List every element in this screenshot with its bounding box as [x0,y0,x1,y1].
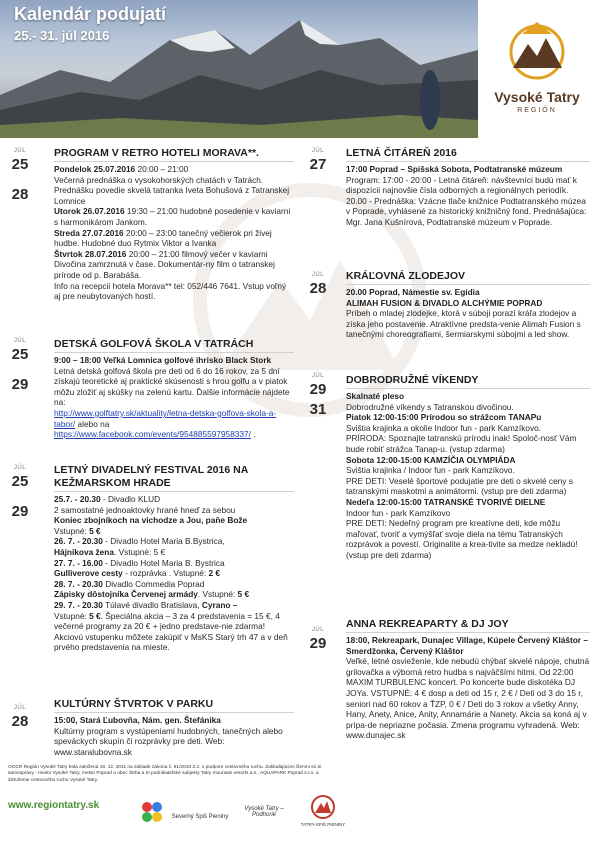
event-citaren [346,147,590,228]
day-start: 25 [11,473,29,490]
event-park [54,698,294,757]
page-title: Kalendár podujatí [14,4,167,24]
day-end: 29 [11,503,29,520]
event-title: KRÁĽOVNÁ ZLODEJOV [346,270,590,285]
event-body: Pondelok 25.07.2016 20:00 – 21:00 Večerná prednáška o vysokohorských chatách v Tatrách. Prednášku povedie skvelá tatranka Iveta Bohušová z Tatranskej Lomnice Utorok 26.07.2016 19:30 – 21:00 hudobné posedenie v kaviarni s harmonikárom Jankom. Streda 27.07.2016 20:00 – 23:00 tanečný večierok pri živej hudbe. Hudobné duo Rytmix Viktor a Ivanka Štvrtok 28.07.2016 20:00 – 21:00 filmový večer v kaviarni Divočina zamrznutá v čase. Dokumentár-ny film o tatranskej prírode od p. Barabáša. Info na recepcii hotela Morava** tel: 052/446 7641. Vstup voľný aj pre neubytovaných hostí. [54,164,291,302]
day-start: 29 [309,381,327,398]
event-body: 15:00, Stará Ľubovňa, Nám. gen. Štefánika Kultúrny program s vystúpeniami hudobných, tanečných alebo speváckych skupín či rozprávky pre deti. Web: www.staralubovna.sk [54,715,283,757]
logo-subtitle: REGIÓN [517,107,557,114]
month-label: JÚL [13,338,27,344]
event-golf [54,338,294,440]
event-dates [2,465,38,521]
event-zlodejov [346,270,590,340]
day-start: 28 [309,280,327,297]
event-dates [2,338,38,394]
partner-logo-tatry-spis: TATRY-SPIŠ PIENINY [300,822,346,827]
event-body: 18:00, Rekreapark, Dunajec Village, Kúpele Červený Kláštor – Smerdžonka, Červený Kláštor Veľké, letné osvieženie, kde nebudú chýbať skvelé nápoje, chutná grilovačka a výborná retro hudba s najväčšími hitmi. Od 22:00 MAXIM TURBULENC koncert. Po koncerte bude diskotéka DJ JOYa. VSTUPNÉ: 4 € dosp a deti od 15 r, 2 € / Deti od 3 do 15 r, seniori nad 60 rokov a ŤZP, 0 € / Deti do 3 rokov a všetky Anny, Hany, Anety, Anice, Anity, Annamárie a Nanety. Akcia sa koná aj v prípa-de nepriazne počasia. Zmena programu vyhradená. Web: www.dunajec.sk [346,635,590,741]
month-label: JÚL [311,373,325,379]
event-dates [2,148,38,204]
event-body: 9:00 – 18:00 Veľká Lomnica golfové ihrisko Black Stork Letná detská golfová škola pre deti od 6 do 16 rokov, za 5 dní získajú teoretické aj praktické skúsenosti s hrou golfu a v piatok môžu zložiť aj skúšky na zelenú kartu. Ďalšie informácie nájdete na: http://www.golftatry.sk/aktuality/letna-detska-golfova-skola-a-tabor/ alebo na https://www.facebook.com/events/954885597958337/ . [54,355,290,440]
logo-name: Vysoké Tatry [494,89,580,105]
month-label: JÚL [13,148,27,154]
golf-link[interactable]: http://www.golftatry.sk/aktuality/letna-detska-golfova-skola-a-tabor/ [54,407,277,429]
event-dates [2,705,38,731]
facebook-link[interactable]: https://www.facebook.com/events/954885597958337/ [54,429,251,440]
month-label: JÚL [311,272,325,278]
event-title: DETSKÁ GOLFOVÁ ŠKOLA V TATRÁCH [54,338,294,353]
event-rekreaparty [346,618,590,741]
day-start: 25 [11,346,29,363]
event-vikendy [346,374,590,561]
month-label: JÚL [13,465,27,471]
day-start: 28 [11,713,29,730]
event-title: DOBRODRUŽNÉ VÍKENDY [346,374,590,389]
day-end: 31 [309,401,327,418]
event-body: Skalnaté pleso Dobrodružné víkendy s Tatranskou divočinou. Piatok 12:00-15:00 Prírodou so strážcom TANAPu Svištia krajinka a okolie Indoor fun - park Kamzíkovo. PRÍRODA: Spoznajte tatranskú prírodu inak! Spoloč-nosť Vám bude robiť strážca Tanap-u. (vstup zdarma) Sobota 12:00-15:00 KAMZÍČIA OLYMPIÁDA Svištia krajinka / Indoor fun - park Kamzíkovo. PRE DETI: Veselé športové podujatie pre deti o skvelé ceny s tatranskými maskotmi a animátormi. (vstup pre deti zdarma) Nedeľa 12:00-15:00 TATRANSKÉ TVORIVÉ DIELNE Indoor fun - park Kamzíkovo PRE DETI: Nedeľný program pre kreatívne deti, kde môžu maľovať, tvoriť a vymýšľať svoje diela na tému Tatranských rozprávok a povestí. Originalite a krea-tivite sa medze nekladú! (vstup pre deti zdarma) [346,391,578,560]
partner-logos [140,792,350,832]
month-label: JÚL [311,627,325,633]
event-morava [54,147,294,302]
event-title: PROGRAM V RETRO HOTELI MORAVA**. [54,147,294,162]
partner-logo-severny-spis: Severný Spiš Pieniny [171,814,229,820]
event-title: LETNÁ ČITÁREŇ 2016 [346,147,590,162]
date-range: 25.- 31. júl 2016 [14,28,110,43]
event-title: KULTÚRNY ŠTVRTOK V PARKU [54,698,294,713]
footer-website-link[interactable]: www.regiontatry.sk [8,800,100,811]
tatry-spis-logo-icon [310,794,336,820]
region-logo [478,0,596,138]
event-theatre [54,464,294,653]
event-title: ANNA REKREAPARTY & DJ JOY [346,618,590,633]
event-body: 20.00 Poprad, Námestie sv. Egídia ALIMAH FUSION & DIVADLO ALCHÝMIE POPRAD Príbeh o mladej zlodejke, ktorá v súboji porazí kráľa zlodejov a získa jeho postavenie. Atraktívne predsta-venie Alimah Fusion s tanečnými choreografiami, šermiarskymi súbojmi a led show. [346,287,581,340]
event-body: 25.7. - 20.30 - Divadlo KLUD 2 samostatné jednoaktovky hrané hneď za sebou Koniec zbojníkoch na vichodze a Jou, paňe Bože Vstupné: 5 € 26. 7. - 20.30 - Divadlo Hotel Maria B.Bystrica, Hájnikova žena. Vstupné: 5 € 27. 7. - 16.00 - Divadlo Hotel Maria B. Bystrica Gulliverove cesty - rozprávka . Vstupné: 2 € 28. 7. - 20.30 Divadlo Commedia Poprad Zápisky dôstojníka Červenej armády. Vstupné: 5 € 29. 7. - 20.30 Túlavé divadlo Bratislava, Cyrano – Vstupné: 5 €. Špeciálna akcia – 3 za 4 predstavenia = 15 €, 4 večerné programy za 20 € + jedno predstave-nie zdarma! Akciovú vstupenku môžete zakúpiť v MsKS Starý trh 47 a v deň prvého predstavenia na mieste. [54,494,288,653]
event-body: 17:00 Poprad – Spišská Sobota, Podtatranské múzeum Program: 17:00 - 20:00 - Letná čitáreň: návštevníci budú mať k dispozícii najnovšie čísla odborných a regionálnych periodík. 20.00 - Prednáška: Vzácne tlače knižnice Podtatranského múzea v Poprade, vyhlásené za historický knižničný fond. Prednášajúca: Mgr. Jana Kušnírová, Podtatranské múzeum v Poprade. [346,164,587,227]
event-dates [300,627,336,653]
day-start: 25 [11,156,29,173]
day-start: 27 [309,156,327,173]
day-end: 28 [11,186,29,203]
event-title: LETNÝ DIVADELNÝ FESTIVAL 2016 NA KEŽMARSKOM HRADE [54,464,294,492]
partner-logo-icon [140,800,164,824]
mountain-logo-icon [478,0,596,90]
month-label: JÚL [13,705,27,711]
event-dates [300,148,336,174]
header-banner [0,0,596,138]
month-label: JÚL [311,148,325,154]
event-dates [300,373,336,419]
partner-logo-podhorie: Vysoké Tatry – Podhorie [244,806,284,818]
footer-note: OOCR Región Vysoké Tatry bola založená 19. 12. 2011 na základe zákona č. 91/2010 Z.z. o podpore cestovného ruchu. Zakladajúcimi členmi sú tri samosprávy - mesto Vysoké Tatry, mesto Poprad a obec Štrba a tri podnikateľské subjekty Tatry mountain resorts a.s., AQUAPARK Poprad s.r.o. a Združenie cestovného ruchu Vysoké Tatry. [8,765,322,783]
event-dates [300,272,336,298]
day-end: 29 [11,376,29,393]
day-start: 29 [309,635,327,652]
